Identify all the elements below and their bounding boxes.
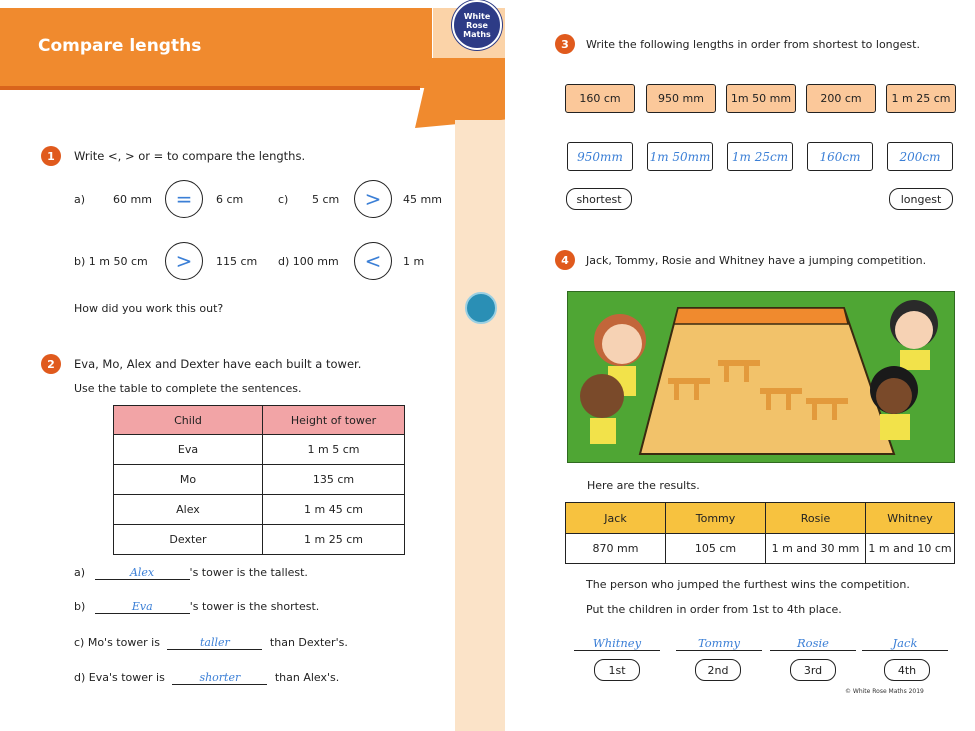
q1b-answer-circle[interactable] [165,242,203,280]
results-header: Rosie [766,503,866,534]
q2a-answer-field[interactable]: Alex [95,566,190,580]
q2b-sentence [74,600,319,614]
q2c-sentence [74,636,348,650]
table-row [114,495,405,525]
q2b-suffix: 's tower is the shortest. [189,600,320,613]
place-label: 1st [594,659,640,681]
results-table [565,502,955,564]
q1a-left: 60 mm [113,193,152,206]
q1a-answer-circle[interactable] [165,180,203,218]
q2b-prefix: b) [74,600,86,613]
q1a-right: 6 cm [216,193,244,206]
length-card: 950 mm [646,84,716,113]
jumping-competition-illustration [567,291,955,463]
length-card: 1 m 25 cm [886,84,956,113]
table-cell: Alex [114,495,263,525]
child-jack [580,374,624,444]
place-answer-field[interactable]: Tommy [676,636,762,651]
place-answer-field[interactable]: Rosie [770,636,856,651]
table-header-height: Height of tower [263,406,405,435]
place-answer-field[interactable]: Jack [862,636,948,651]
longest-label: longest [889,188,953,210]
q4-instruction: Jack, Tommy, Rosie and Whitney have a jumping competition. [586,254,927,267]
table-cell: 105 cm [666,534,766,564]
q2c-prefix: c) Mo's tower is [74,636,160,649]
place-answer-field[interactable]: Whitney [574,636,660,651]
q2a-prefix: a) [74,566,86,579]
q2c-answer-field[interactable]: taller [167,636,262,650]
q1c-right: 45 mm [403,193,442,206]
table-cell: 1 m 5 cm [263,435,405,465]
table-row [114,525,405,555]
page-title: Compare lengths [38,36,202,56]
table-cell: 1 m and 10 cm [866,534,955,564]
speech-bubble-icon [465,292,497,324]
q4-line1: The person who jumped the furthest wins the competition. [586,578,910,591]
q1a-label: a) [74,193,86,206]
q2-line2: Use the table to complete the sentences. [74,382,302,395]
q1a-answer: = [175,187,193,211]
q2a-sentence [74,566,308,580]
q1-followup: How did you work this out? [74,302,224,315]
white-rose-logo: White Rose Maths [452,0,502,50]
shortest-label: shortest [566,188,632,210]
q2a-suffix: 's tower is the tallest. [189,566,308,579]
table-cell: 1 m 25 cm [263,525,405,555]
length-card: 1m 50 mm [726,84,796,113]
q1d-right: 1 m [403,255,425,268]
question-number-1: 1 [41,146,61,166]
results-header: Whitney [866,503,955,534]
q2d-prefix: d) Eva's tower is [74,671,165,684]
order-answer-box[interactable]: 1m 50mm [647,142,713,171]
q1d-answer-circle[interactable] [354,242,392,280]
order-answer-box[interactable]: 160cm [807,142,873,171]
place-label: 2nd [695,659,741,681]
question-number-3: 3 [555,34,575,54]
q2-line1: Eva, Mo, Alex and Dexter have each built a tower. [74,357,362,371]
table-cell: Dexter [114,525,263,555]
results-header: Tommy [666,503,766,534]
q1b-answer: > [175,249,193,273]
title-banner-shadow [0,86,420,90]
q2b-answer-field[interactable]: Eva [95,600,190,614]
q1c-answer-circle[interactable] [354,180,392,218]
q4-line2: Put the children in order from 1st to 4th place. [586,603,842,616]
take-off-board [674,308,848,324]
results-intro: Here are the results. [587,479,700,492]
length-card: 160 cm [565,84,635,113]
q2d-suffix: than Alex's. [274,671,340,684]
q1c-label: c) [278,193,289,206]
place-label: 4th [884,659,930,681]
table-row [114,435,405,465]
copyright-text: © White Rose Maths 2019 [845,688,924,695]
q2c-suffix: than Dexter's. [269,636,348,649]
q1c-answer: > [364,187,382,211]
q2d-sentence [74,671,339,685]
q1b-right: 115 cm [216,255,258,268]
table-cell: 135 cm [263,465,405,495]
question-number-4: 4 [555,250,575,270]
q1b-label: b) 1 m 50 cm [74,255,148,268]
order-answer-box[interactable]: 200cm [887,142,953,171]
tower-height-table [113,405,405,555]
place-label: 3rd [790,659,836,681]
q3-instruction: Write the following lengths in order from shortest to longest. [586,38,920,51]
length-card: 200 cm [806,84,876,113]
q1d-label: d) 100 mm [278,255,339,268]
child-tommy [890,300,938,370]
q1-instruction: Write <, > or = to compare the lengths. [74,149,306,163]
table-cell: Eva [114,435,263,465]
table-cell: Mo [114,465,263,495]
results-header: Jack [566,503,666,534]
question-number-2: 2 [41,354,61,374]
table-cell: 1 m 45 cm [263,495,405,525]
table-row [566,534,955,564]
page-margin-strip [455,120,505,731]
q2d-answer-field[interactable]: shorter [172,671,267,685]
table-cell: 1 m and 30 mm [766,534,866,564]
table-row [114,465,405,495]
table-cell: 870 mm [566,534,666,564]
sandpit-scene [568,292,954,462]
q1d-answer: < [364,249,382,273]
order-answer-box[interactable]: 950mm [567,142,633,171]
order-answer-box[interactable]: 1m 25cm [727,142,793,171]
q1c-left: 5 cm [312,193,340,206]
table-header-child: Child [114,406,263,435]
